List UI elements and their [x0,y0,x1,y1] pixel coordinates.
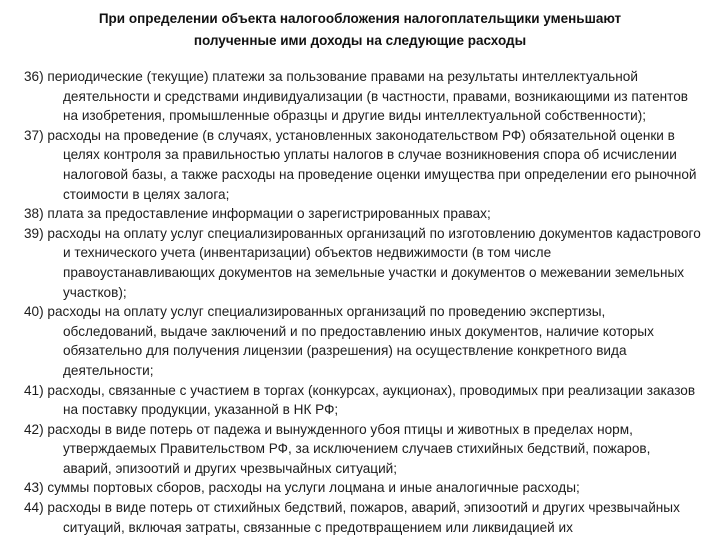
list-item-44: 44) расходы в виде потерь от стихийных бедствий, пожаров, аварий, эпизоотий и других чрезвычайных ситуаций, включая затраты, связанные с предотвращением или ликвидацией их [24,500,680,535]
list-item-37: 37) расходы на проведение (в случаях, установленных законодательством РФ) обязательной оценки в целях контроля за правильностью уплаты налогов в случае возникновения спора об исчислении налоговой базы, а также расходы на проведение оценки имущества при определении его рыночной стоимости в целях залога; [24,127,697,202]
title-line-2: полученные ими доходы на следующие расходы [193,33,527,48]
list-item-40: 40) расходы на оплату услуг специализированных организаций по проведению экспертизы, обследований, выдаче заключений и по предоставлению иных документов, наличие которых обязательно для получения лицензии (разрешения) на осуществление конкретного вида деятельности; [24,304,654,378]
list-item-41: 41) расходы, связанные с участием в торгах (конкурсах, аукционах), проводимых при реализации заказов на поставку продукции, указанной в НК РФ; [24,382,696,418]
page-title [40,8,680,52]
list-item-39: 39) расходы на оплату услуг специализированных организаций по изготовлению документов кадастрового и технического учета (инвентаризации) объектов недвижимости (в том числе правоустанавливающих документов на земельные участки и документов о межевании земельных участков); [24,225,701,300]
title-line-1: При определении объекта налогообложения налогоплательщики уменьшают [98,11,622,26]
list-item-43: 43) суммы портовых сборов, расходы на услуги лоцмана и иные аналогичные расходы; [24,480,580,496]
list-item-38: 38) плата за предоставление информации о зарегистрированных правах; [24,206,491,222]
list-item-42: 42) расходы в виде потерь от падежа и вынужденного убоя птицы и животных в пределах норм, утверждаемых Правительством РФ, за исключением случаев стихийных бедствий, пожаров, аварий, эпизоотий и других чрезвычайных ситуаций; [24,421,651,476]
list-item-36: 36) периодические (текущие) платежи за пользование правами на результаты интеллектуальной деятельности и средствами индивидуализации (в частности, правами, возникающими из патентов на изобретения, промышленные образцы и другие виды интеллектуальной собственности); [24,69,688,124]
expense-list [24,67,702,537]
